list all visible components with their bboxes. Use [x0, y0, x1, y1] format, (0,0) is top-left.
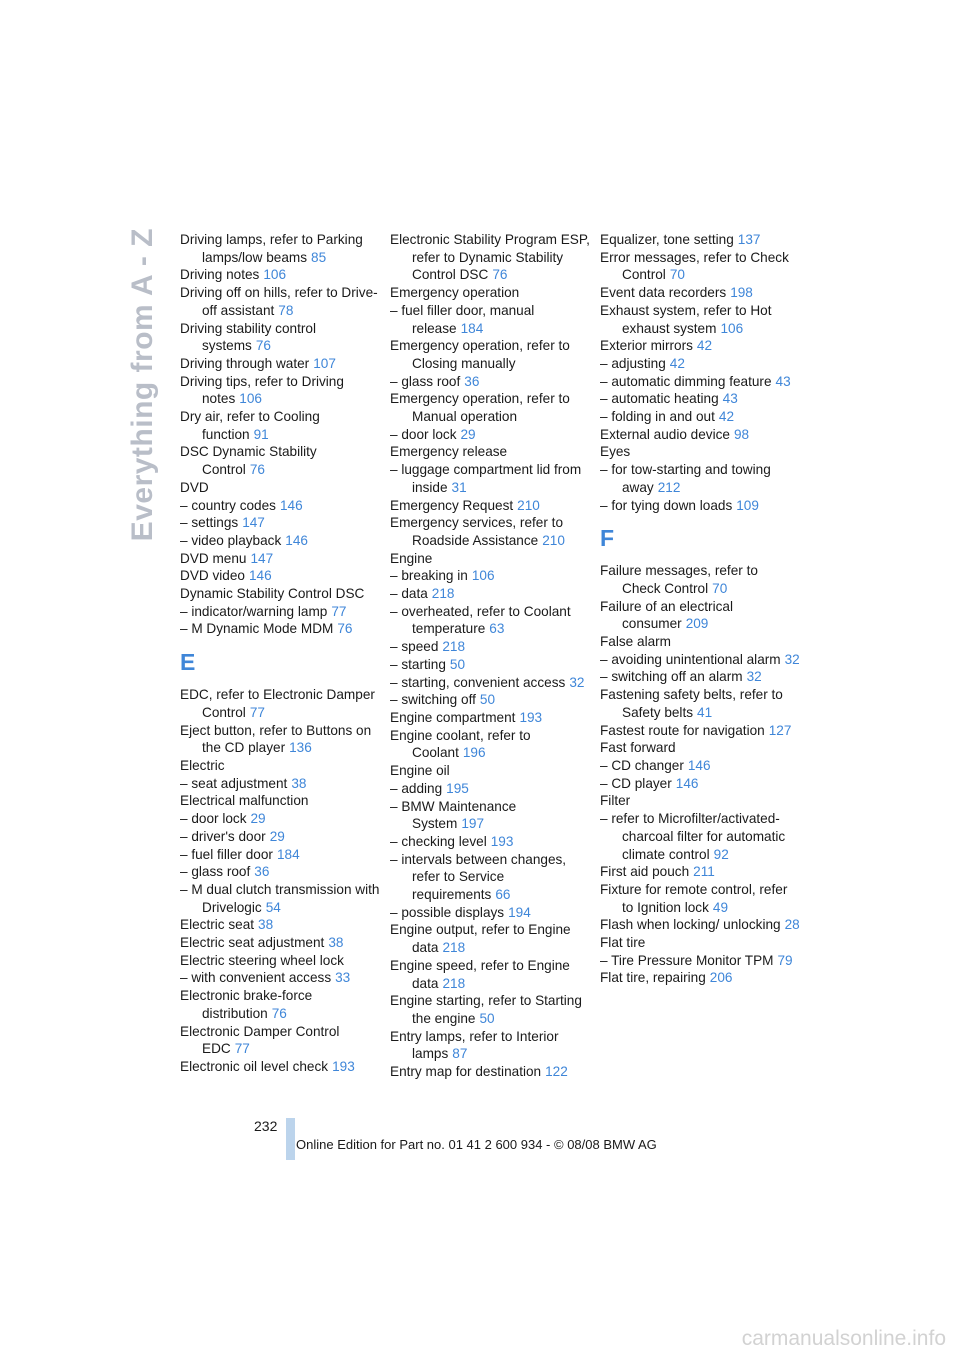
- index-entry-term: Exhaust system, refer to Hot exhaust system: [600, 302, 772, 336]
- watermark: carmanualsonline.info: [741, 1327, 946, 1350]
- index-entry-term: – checking level: [390, 833, 487, 849]
- index-entry: [390, 992, 590, 1027]
- footer-edition-note: Online Edition for Part no. 01 41 2 600 934 - © 08/08 BMW AG: [296, 1137, 657, 1152]
- index-entry-term: DVD menu: [180, 550, 247, 566]
- index-entry: [600, 757, 800, 775]
- index-page-link[interactable]: 210: [517, 497, 540, 513]
- index-page-link[interactable]: 63: [489, 621, 505, 637]
- index-page-link[interactable]: 122: [545, 1064, 568, 1080]
- index-entry-term: Emergency operation, refer to Closing manually: [390, 338, 570, 371]
- index-entry: [600, 863, 800, 881]
- index-entry-term: DSC Dynamic Stability Control: [180, 444, 317, 478]
- page-number: 232: [254, 1118, 278, 1134]
- index-page-link[interactable]: 210: [542, 532, 565, 548]
- index-entry-term: Driving notes: [180, 267, 260, 283]
- index-entry: [180, 863, 380, 881]
- index-page-link[interactable]: 146: [687, 757, 711, 773]
- index-page-link[interactable]: 38: [258, 917, 274, 933]
- index-entry-term: External audio device: [600, 426, 730, 442]
- index-page-link[interactable]: 38: [328, 935, 344, 951]
- index-page-link[interactable]: 29: [269, 828, 285, 844]
- index-entry-term: – door lock: [390, 426, 457, 442]
- index-entry-term: – for tow-starting and towing away: [600, 462, 771, 495]
- index-page-link[interactable]: 70: [669, 267, 685, 283]
- index-page-link[interactable]: 49: [712, 899, 729, 915]
- index-entry-term: – automatic heating: [600, 391, 719, 407]
- index-entry-term: – CD player: [600, 775, 672, 791]
- index-entry-term: Driving lamps, refer to Parking lamps/low beams: [180, 232, 363, 265]
- index-entry-term: Dry air, refer to Cooling function: [180, 409, 320, 442]
- index-entry: [390, 727, 590, 762]
- index-entry-term: Engine starting, refer to Starting the engine: [390, 993, 582, 1026]
- index-page-link[interactable]: 41: [697, 704, 713, 720]
- index-entry: [390, 798, 590, 833]
- index-entry: [600, 373, 800, 391]
- index-entry-term: Electric steering wheel lock: [180, 952, 344, 968]
- index-entry: [180, 443, 380, 478]
- index-letter-heading: F: [600, 525, 615, 552]
- index-entry-term: Emergency Request: [390, 497, 514, 513]
- index-page-link[interactable]: 98: [733, 426, 750, 442]
- index-entry: [600, 390, 800, 408]
- index-entry-term: DVD: [180, 479, 209, 495]
- index-page-link[interactable]: 206: [709, 970, 733, 986]
- index-entry-term: – fuel filler door, manual release: [390, 302, 535, 336]
- index-entry: [180, 1058, 380, 1076]
- index-page-link[interactable]: 106: [239, 391, 262, 407]
- index-entry-term: – speed: [390, 639, 439, 655]
- index-entry: [390, 443, 590, 461]
- index-page-link[interactable]: 33: [335, 970, 351, 986]
- index-entry: [180, 916, 380, 934]
- index-entry: [600, 739, 800, 757]
- index-entry-term: – glass roof: [390, 373, 461, 389]
- index-entry: [180, 373, 380, 408]
- index-entry: [390, 1028, 590, 1063]
- index-page-link[interactable]: 212: [657, 479, 681, 495]
- index-entry-term: Emergency operation: [390, 285, 520, 301]
- index-entry: [600, 231, 800, 249]
- index-entry: [390, 780, 590, 798]
- index-entry: [600, 792, 800, 810]
- index-entry: [600, 302, 800, 337]
- index-page-link[interactable]: 184: [460, 320, 484, 336]
- index-page-link[interactable]: 127: [768, 722, 792, 738]
- index-entry: [600, 249, 800, 284]
- index-page-link[interactable]: 194: [508, 904, 531, 920]
- index-entry: [180, 266, 380, 284]
- index-entry-term: Engine: [390, 550, 433, 566]
- index-entry: [390, 674, 590, 692]
- index-entry-term: Fastest route for navigation: [600, 722, 765, 738]
- index-entry-term: Engine coolant, refer to Coolant: [390, 727, 531, 761]
- index-entry-term: DVD video: [180, 568, 245, 584]
- index-entry-term: – video playback: [180, 532, 282, 548]
- index-entry-term: – folding in and out: [600, 409, 715, 425]
- index-page-link[interactable]: 42: [696, 338, 713, 354]
- index-entry: [390, 921, 590, 956]
- index-entry: [600, 952, 800, 970]
- index-page-link[interactable]: 76: [337, 621, 353, 637]
- index-page-link[interactable]: 76: [492, 267, 508, 283]
- index-entry-term: Error messages, refer to Check Control: [600, 249, 789, 283]
- index-entry: [600, 562, 800, 597]
- index-entry: [390, 461, 590, 496]
- index-entry: [390, 302, 590, 337]
- index-entry: [390, 567, 590, 585]
- index-entry-term: Flash when locking/ unlocking: [600, 917, 781, 933]
- index-entry: [180, 550, 380, 568]
- index-entry: [600, 916, 800, 934]
- index-entry: [390, 762, 590, 780]
- index-entry-term: Driving through water: [180, 355, 310, 371]
- index-page-link[interactable]: 106: [720, 320, 744, 336]
- index-entry: [390, 231, 590, 284]
- index-page-link[interactable]: 147: [242, 515, 265, 531]
- index-entry: [180, 934, 380, 952]
- index-column-1: [180, 231, 380, 1076]
- index-entry-term: Electric seat: [180, 917, 255, 933]
- index-entry: [180, 969, 380, 987]
- index-entry-term: Electronic Stability Program ESP, refer to Dynamic Stability Control DSC: [390, 232, 590, 283]
- index-entry-term: Engine oil: [390, 763, 450, 779]
- index-page-link[interactable]: 85: [311, 249, 327, 265]
- index-entry-term: – door lock: [180, 811, 247, 827]
- index-entry: [390, 603, 590, 638]
- index-entry: [600, 934, 800, 952]
- index-entry: [180, 810, 380, 828]
- index-entry-term: Entry map for destination: [390, 1064, 542, 1080]
- index-entry: [600, 598, 800, 633]
- index-entry: [600, 668, 800, 686]
- index-entry: [180, 952, 380, 970]
- index-entry: [180, 603, 380, 621]
- index-entry-term: Event data recorders: [600, 285, 727, 301]
- index-entry: [180, 686, 380, 721]
- index-page-link[interactable]: 218: [442, 639, 466, 655]
- index-entry-term: Driving off on hills, refer to Drive-off assistant: [180, 285, 378, 318]
- index-entry-term: – driver's door: [180, 828, 266, 844]
- index-entry: [600, 722, 800, 740]
- index-page-link[interactable]: 50: [479, 1010, 495, 1026]
- index-entry-term: Flat tire, repairing: [600, 970, 706, 986]
- index-page-link[interactable]: 28: [784, 917, 800, 933]
- index-entry: [180, 408, 380, 443]
- index-entry: [180, 497, 380, 515]
- index-page-link[interactable]: 42: [718, 409, 735, 425]
- index-entry: [390, 851, 590, 904]
- index-page-link[interactable]: 107: [313, 355, 336, 371]
- index-entry: [600, 969, 800, 987]
- index-entry: [390, 390, 590, 425]
- index-entry-term: False alarm: [600, 634, 672, 650]
- index-entry: [390, 550, 590, 568]
- index-entry-term: – switching off an alarm: [600, 669, 743, 685]
- index-page-link[interactable]: 32: [784, 651, 800, 667]
- index-entry-term: – switching off: [390, 692, 476, 708]
- index-entry-term: Emergency operation, refer to Manual operation: [390, 391, 570, 425]
- index-entry: [390, 514, 590, 549]
- index-entry-term: Electric: [180, 757, 225, 773]
- index-entry: [600, 497, 800, 515]
- index-entry-term: Exterior mirrors: [600, 338, 693, 354]
- index-entry-term: – with convenient access: [180, 970, 332, 986]
- index-entry-term: Fastening safety belts, refer to Safety belts: [600, 687, 783, 720]
- index-entry: [390, 497, 590, 515]
- index-entry-term: – M dual clutch transmission with Drivelogic: [180, 881, 380, 915]
- index-entry-term: Engine compartment: [390, 709, 516, 725]
- index-page-link[interactable]: 79: [777, 952, 793, 968]
- index-entry: [600, 633, 800, 651]
- index-entry-term: – breaking in: [390, 568, 468, 584]
- index-page-link[interactable]: 31: [451, 479, 467, 495]
- index-page-link[interactable]: 146: [279, 497, 303, 513]
- index-entry-term: Entry lamps, refer to Interior lamps: [390, 1028, 559, 1062]
- index-entry-term: Driving tips, refer to Driving notes: [180, 373, 344, 407]
- index-entry: [180, 828, 380, 846]
- index-page-link[interactable]: 36: [254, 864, 270, 880]
- index-page-link[interactable]: 106: [263, 267, 287, 283]
- index-page-link[interactable]: 106: [471, 568, 495, 584]
- index-entry-term: – intervals between changes, refer to Service requirements: [390, 851, 567, 903]
- index-entry: [180, 881, 380, 916]
- index-entry-term: – refer to Microfilter/activated-charcoal filter for automatic climate control: [600, 811, 786, 862]
- index-page-link[interactable]: 211: [693, 864, 715, 880]
- index-entry: [390, 957, 590, 992]
- index-page-link[interactable]: 87: [452, 1046, 468, 1062]
- index-letter-heading: E: [180, 649, 196, 676]
- index-entry-term: – settings: [180, 515, 239, 531]
- index-entry-term: – seat adjustment: [180, 775, 288, 791]
- index-page-link[interactable]: 184: [276, 846, 300, 862]
- index-entry: [180, 585, 380, 603]
- index-entry: [180, 355, 380, 373]
- index-entry: [390, 284, 590, 302]
- index-entry-term: Electrical malfunction: [180, 793, 309, 809]
- index-entry-term: First aid pouch: [600, 864, 690, 880]
- index-entry-term: Failure messages, refer to Check Control: [600, 563, 758, 596]
- index-page-link[interactable]: 197: [461, 816, 485, 832]
- index-page-link[interactable]: 193: [332, 1058, 355, 1074]
- index-page-link[interactable]: 66: [495, 887, 511, 903]
- index-entry-term: – automatic dimming feature: [600, 373, 772, 389]
- index-entry: [600, 355, 800, 373]
- index-entry-term: Fast forward: [600, 740, 676, 756]
- index-entry: [180, 320, 380, 355]
- index-entry: [600, 651, 800, 669]
- index-page-link[interactable]: 218: [431, 586, 455, 602]
- index-page-link[interactable]: 32: [569, 674, 585, 690]
- index-entry-term: Electronic oil level check: [180, 1058, 329, 1074]
- index-entry-term: – adjusting: [600, 355, 666, 371]
- index-entry-term: – M Dynamic Mode MDM: [180, 621, 334, 637]
- index-entry-term: – BMW Maintenance System: [390, 798, 517, 832]
- index-entry-term: – luggage compartment lid from inside: [390, 462, 582, 495]
- index-page-link[interactable]: 36: [464, 373, 480, 389]
- index-page-link[interactable]: 29: [460, 426, 476, 442]
- index-entry-term: Equalizer, tone setting: [600, 232, 734, 247]
- index-entry: [180, 846, 380, 864]
- index-page-link[interactable]: 209: [685, 616, 709, 632]
- index-entry: [600, 686, 800, 721]
- index-entry-term: – Tire Pressure Monitor TPM: [600, 952, 774, 968]
- index-entry-term: – fuel filler door: [180, 846, 273, 862]
- index-entry-term: Driving stability control systems: [180, 320, 316, 354]
- index-entry-term: – country codes: [180, 497, 276, 513]
- index-entry: [600, 881, 800, 916]
- index-page-link[interactable]: 146: [285, 532, 308, 548]
- footer-accent-bar: [286, 1118, 295, 1160]
- index-entry-term: Failure of an electrical consumer: [600, 598, 733, 632]
- index-page-link[interactable]: 136: [289, 740, 312, 756]
- index-entry-term: Electric seat adjustment: [180, 935, 325, 951]
- index-page-link[interactable]: 195: [446, 780, 469, 796]
- index-entry-term: Emergency release: [390, 444, 508, 460]
- index-entry: [180, 757, 380, 775]
- index-entry-term: Engine output, refer to Engine data: [390, 922, 571, 956]
- index-entry-term: – overheated, refer to Coolant temperature: [390, 603, 571, 637]
- index-entry: [180, 722, 380, 757]
- index-entry: [390, 656, 590, 674]
- index-page-link[interactable]: 38: [291, 775, 307, 791]
- index-entry: [180, 620, 380, 638]
- index-entry-term: – starting, convenient access: [390, 674, 566, 690]
- index-entry: [600, 775, 800, 793]
- index-entry-term: Dynamic Stability Control DSC: [180, 586, 365, 602]
- section-title: Everything from A - Z: [126, 228, 159, 542]
- index-page-link[interactable]: 196: [462, 745, 486, 761]
- index-page-link[interactable]: 29: [250, 811, 266, 827]
- index-entry-term: Fixture for remote control, refer to Ignition lock: [600, 881, 788, 915]
- index-entry: [180, 567, 380, 585]
- index-entry: [390, 904, 590, 922]
- index-entry: [600, 426, 800, 444]
- index-page-link[interactable]: 43: [775, 373, 791, 389]
- index-entry: [390, 691, 590, 709]
- index-page-link[interactable]: 147: [250, 550, 274, 566]
- index-entry-term: – indicator/warning lamp: [180, 603, 328, 619]
- index-entry-term: – adding: [390, 780, 443, 796]
- index-entry-term: Engine speed, refer to Engine data: [390, 957, 570, 991]
- index-page-link[interactable]: 78: [278, 302, 294, 318]
- index-entry-term: – starting: [390, 656, 446, 672]
- index-column-3: [600, 231, 800, 987]
- index-page-link[interactable]: 42: [669, 355, 685, 371]
- index-page-link[interactable]: 76: [249, 462, 265, 478]
- index-entry: [390, 1063, 590, 1081]
- index-entry-term: Flat tire: [600, 935, 646, 951]
- index-entry: [600, 810, 800, 863]
- index-entry: [390, 585, 590, 603]
- index-page-link[interactable]: 146: [675, 775, 699, 791]
- index-entry: [390, 426, 590, 444]
- index-entry-term: Eject button, refer to Buttons on the CD player: [180, 722, 372, 756]
- index-entry: [390, 337, 590, 372]
- index-page-link[interactable]: 32: [746, 669, 762, 685]
- index-page-link[interactable]: 193: [519, 709, 543, 725]
- index-page-link[interactable]: 218: [442, 975, 466, 991]
- index-page-link[interactable]: 76: [271, 1005, 287, 1021]
- index-entry: [390, 638, 590, 656]
- index-page-link[interactable]: 91: [253, 426, 269, 442]
- index-entry: [390, 709, 590, 727]
- index-entry-term: – avoiding unintentional alarm: [600, 651, 781, 667]
- index-entry: [600, 461, 800, 496]
- index-page-link[interactable]: 109: [736, 497, 759, 513]
- index-entry: [180, 775, 380, 793]
- index-page-link[interactable]: 50: [449, 656, 466, 672]
- index-entry-term: Filter: [600, 793, 631, 809]
- index-entry: [180, 479, 380, 497]
- index-entry: [180, 1023, 380, 1058]
- index-entry-term: – possible displays: [390, 904, 505, 920]
- index-entry: [180, 792, 380, 810]
- index-page-link[interactable]: 70: [712, 580, 728, 596]
- index-entry-term: – for tying down loads: [600, 497, 733, 513]
- index-entry-term: – glass roof: [180, 864, 251, 880]
- index-entry-term: – data: [390, 586, 428, 602]
- index-entry-term: Eyes: [600, 444, 631, 460]
- index-entry: [180, 987, 380, 1022]
- index-entry-term: Emergency services, refer to Roadside Assistance: [390, 515, 564, 548]
- index-entry: [600, 337, 800, 355]
- index-page-link[interactable]: 92: [713, 846, 729, 862]
- index-entry-term: Electronic brake-force distribution: [180, 988, 313, 1021]
- index-page-link[interactable]: 193: [490, 833, 514, 849]
- index-entry: [390, 373, 590, 391]
- index-entry: [180, 532, 380, 550]
- index-entry: [600, 443, 800, 461]
- index-entry: [390, 833, 590, 851]
- index-entry: [180, 514, 380, 532]
- index-page-link[interactable]: 76: [255, 338, 271, 354]
- index-page-link[interactable]: 50: [479, 692, 496, 708]
- index-page-link[interactable]: 77: [331, 603, 347, 619]
- index-column-2: [390, 231, 590, 1081]
- index-page-link[interactable]: 43: [722, 391, 738, 407]
- index-page-link[interactable]: 54: [265, 899, 281, 915]
- index-entry-term: Electronic Damper Control EDC: [180, 1023, 340, 1057]
- index-entry: [180, 231, 380, 266]
- index-entry: [600, 408, 800, 426]
- index-entry: [600, 284, 800, 302]
- index-entry: [180, 284, 380, 319]
- index-page-link[interactable]: 77: [234, 1041, 250, 1057]
- index-page-link[interactable]: 218: [442, 940, 466, 956]
- index-page-link[interactable]: 137: [737, 232, 761, 247]
- index-page-link[interactable]: 77: [249, 704, 265, 720]
- index-page-link[interactable]: 146: [248, 568, 272, 584]
- index-entry-term: – CD changer: [600, 757, 684, 773]
- index-page-link[interactable]: 198: [730, 285, 753, 301]
- index-entry-term: EDC, refer to Electronic Damper Control: [180, 687, 375, 720]
